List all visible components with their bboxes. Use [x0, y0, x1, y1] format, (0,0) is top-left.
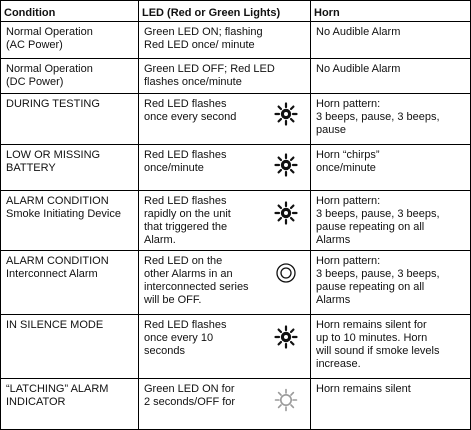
horn-cell	[311, 379, 471, 430]
horn-text: Horn pattern: 3 beeps, pause, 3 beeps, pause repeating on all Alarms	[316, 255, 440, 306]
horn-text: No Audible Alarm	[316, 63, 401, 75]
led-text: Red LED on the other Alarms in an interconnected series will be OFF.	[144, 255, 249, 306]
condition-text: DURING TESTING	[6, 98, 100, 110]
table-row	[1, 94, 471, 145]
horn-text: Horn remains silent	[316, 383, 411, 395]
horn-cell	[311, 251, 471, 315]
horn-cell	[311, 59, 471, 94]
led-cell	[139, 59, 311, 94]
condition-text: “LATCHING” ALARM INDICATOR	[6, 383, 109, 408]
horn-cell	[311, 94, 471, 145]
condition-text: LOW OR MISSING BATTERY	[6, 149, 101, 174]
condition-text: ALARM CONDITION Smoke Initiating Device	[6, 195, 121, 220]
led-text: Green LED ON for 2 seconds/OFF for	[144, 383, 236, 408]
table-row	[1, 379, 471, 430]
condition-cell	[1, 59, 139, 94]
horn-header	[311, 1, 471, 22]
led-text: Green LED OFF; Red LED flashes once/minute	[144, 63, 275, 88]
horn-cell	[311, 315, 471, 379]
condition-cell	[1, 379, 139, 430]
flashing-led-icon	[274, 153, 298, 177]
condition-cell	[1, 315, 139, 379]
condition-header-label: Condition	[4, 7, 56, 19]
table-row	[1, 315, 471, 379]
led-text: Green LED ON; flashing Red LED once/ minute	[144, 26, 263, 51]
condition-text: Normal Operation (AC Power)	[6, 26, 93, 51]
condition-cell	[1, 94, 139, 145]
table-row	[1, 22, 471, 59]
condition-cell	[1, 251, 139, 315]
horn-text: Horn pattern: 3 beeps, pause, 3 beeps, pause	[316, 98, 440, 136]
led-header	[139, 1, 311, 22]
green-led-icon	[274, 388, 298, 412]
condition-cell	[1, 145, 139, 191]
horn-cell	[311, 191, 471, 251]
led-text: Red LED flashes once every second	[144, 98, 237, 123]
horn-text: No Audible Alarm	[316, 26, 401, 38]
led-cell	[139, 315, 311, 379]
horn-cell	[311, 145, 471, 191]
led-text: Red LED flashes once/minute	[144, 149, 227, 174]
condition-text: ALARM CONDITION Interconnect Alarm	[6, 255, 109, 280]
led-cell	[139, 251, 311, 315]
flashing-led-icon	[274, 102, 298, 126]
table-row	[1, 59, 471, 94]
condition-cell	[1, 22, 139, 59]
led-cell	[139, 379, 311, 430]
horn-text: Horn remains silent for up to 10 minutes. Horn will sound if smoke levels increase.	[316, 319, 440, 370]
horn-text: Horn “chirps” once/minute	[316, 149, 380, 174]
led-cell	[139, 94, 311, 145]
table-row	[1, 145, 471, 191]
header-row	[1, 1, 471, 22]
horn-header-label: Horn	[314, 7, 340, 19]
flashing-led-icon	[274, 325, 298, 349]
led-text: Red LED flashes once every 10 seconds	[144, 319, 227, 357]
condition-text: Normal Operation (DC Power)	[6, 63, 93, 88]
led-text: Red LED flashes rapidly on the unit that triggered the Alarm.	[144, 195, 231, 246]
led-cell	[139, 191, 311, 251]
led-header-label: LED (Red or Green Lights)	[142, 7, 281, 19]
led-cell	[139, 145, 311, 191]
led-cell	[139, 22, 311, 59]
flashing-led-icon	[274, 201, 298, 225]
horn-cell	[311, 22, 471, 59]
condition-cell	[1, 191, 139, 251]
condition-text: IN SILENCE MODE	[6, 319, 104, 331]
condition-header	[1, 1, 139, 22]
led-off-icon	[274, 261, 298, 285]
table-row	[1, 251, 471, 315]
horn-text: Horn pattern: 3 beeps, pause, 3 beeps, pause repeating on all Alarms	[316, 195, 440, 246]
table-row	[1, 191, 471, 251]
